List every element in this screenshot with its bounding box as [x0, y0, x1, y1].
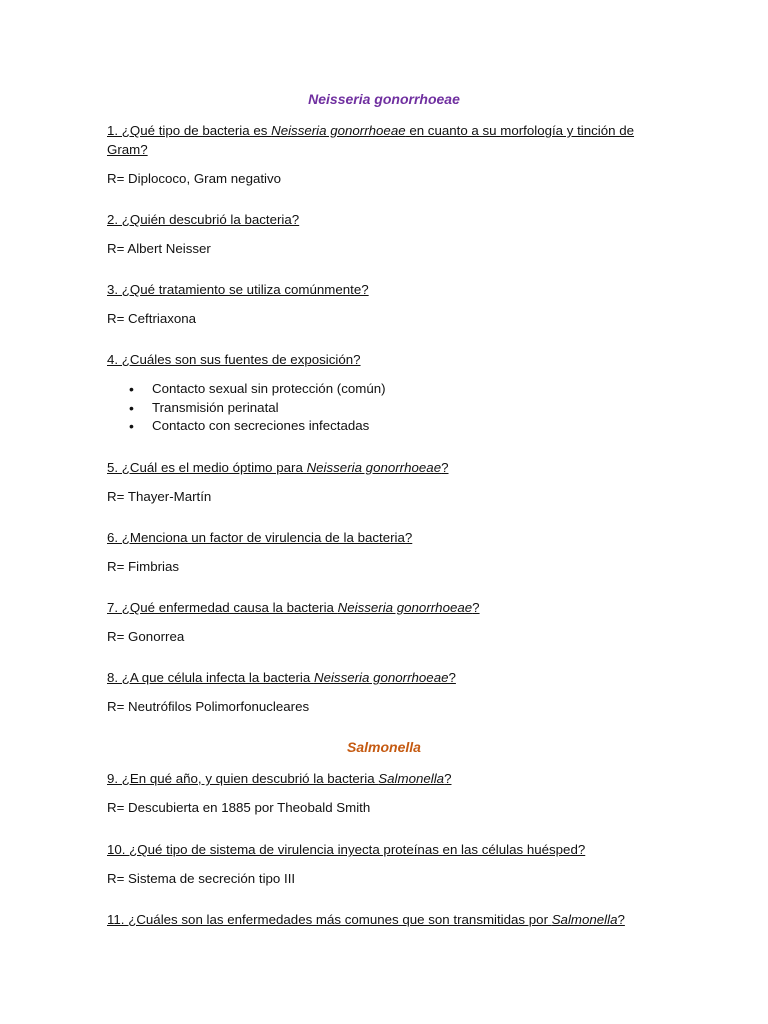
list-item	[107, 380, 386, 399]
list-item	[107, 417, 386, 436]
question-5-text-end: ?	[441, 460, 449, 475]
bullet-icon: •	[129, 399, 134, 416]
question-5	[107, 458, 667, 477]
section-title-neisseria: Neisseria gonorrhoeae	[308, 91, 460, 107]
question-11	[107, 910, 667, 929]
answer-10: R= Sistema de secreción tipo III	[107, 871, 296, 886]
question-11-text-start: 11. ¿Cuáles son las enfermedades más comunes que son transmitidas por	[107, 912, 552, 927]
question-6-text: 6. ¿Menciona un factor de virulencia de la bacteria?	[107, 530, 413, 545]
question-8-species: Neisseria gonorrhoeae	[313, 670, 449, 685]
answer-7: R= Gonorrea	[107, 629, 185, 644]
question-4-text: 4. ¿Cuáles son sus fuentes de exposición?	[107, 352, 361, 367]
section-title-salmonella: Salmonella	[347, 739, 421, 755]
question-8-text-start: 8. ¿A que célula infecta la bacteria	[107, 670, 314, 685]
answer-2: R= Albert Neisser	[107, 241, 211, 256]
list-item	[107, 399, 386, 418]
question-5-species: Neisseria gonorrhoeae	[306, 460, 442, 475]
question-9-species: Salmonella	[378, 771, 445, 786]
question-4	[107, 350, 667, 369]
question-11-species: Salmonella	[551, 912, 618, 927]
question-7-text-start: 7. ¿Qué enfermedad causa la bacteria	[107, 600, 338, 615]
answer-3: R= Ceftriaxona	[107, 311, 197, 326]
question-8-text-end: ?	[448, 670, 456, 685]
answer-5: R= Thayer-Martín	[107, 489, 212, 504]
question-2	[107, 210, 667, 229]
bullet-icon: •	[129, 381, 134, 397]
bullet-icon: •	[129, 418, 134, 434]
list-item-text: Contacto sexual sin protección (común)	[152, 381, 386, 396]
list-item-text: Transmisión perinatal	[152, 399, 279, 415]
question-2-text: 2. ¿Quién descubrió la bacteria?	[107, 212, 300, 227]
question-1-species: Neisseria gonorrhoeae	[271, 123, 406, 138]
question-7	[107, 598, 667, 617]
question-7-text-end: ?	[472, 600, 480, 615]
question-1-text-start: 1. ¿Qué tipo de bacteria es	[107, 123, 272, 138]
question-9-text-start: 9. ¿En qué año, y quien descubrió la bacteria	[107, 771, 379, 786]
question-9	[107, 769, 667, 788]
question-8	[107, 668, 667, 687]
question-3-text: 3. ¿Qué tratamiento se utiliza comúnmente?	[107, 282, 369, 297]
question-1	[107, 121, 667, 159]
answer-4-list	[107, 380, 386, 436]
question-6	[107, 528, 667, 547]
question-10-text: 10. ¿Qué tipo de sistema de virulencia inyecta proteínas en las células huésped?	[107, 842, 586, 857]
answer-9: R= Descubierta en 1885 por Theobald Smith	[107, 800, 371, 815]
question-11-text-end: ?	[617, 912, 625, 927]
question-7-species: Neisseria gonorrhoeae	[337, 600, 473, 615]
question-9-text-end: ?	[444, 771, 452, 786]
question-10	[107, 840, 667, 859]
answer-8: R= Neutrófilos Polimorfonucleares	[107, 699, 310, 714]
question-1-text-end: en cuanto a su morfología y tinción de Gram?	[107, 123, 635, 157]
list-item-text: Contacto con secreciones infectadas	[152, 418, 370, 433]
answer-1: R= Diplococo, Gram negativo	[107, 171, 282, 186]
question-5-text-start: 5. ¿Cuál es el medio óptimo para	[107, 460, 307, 475]
question-3	[107, 280, 667, 299]
answer-6: R= Fimbrias	[107, 559, 180, 574]
